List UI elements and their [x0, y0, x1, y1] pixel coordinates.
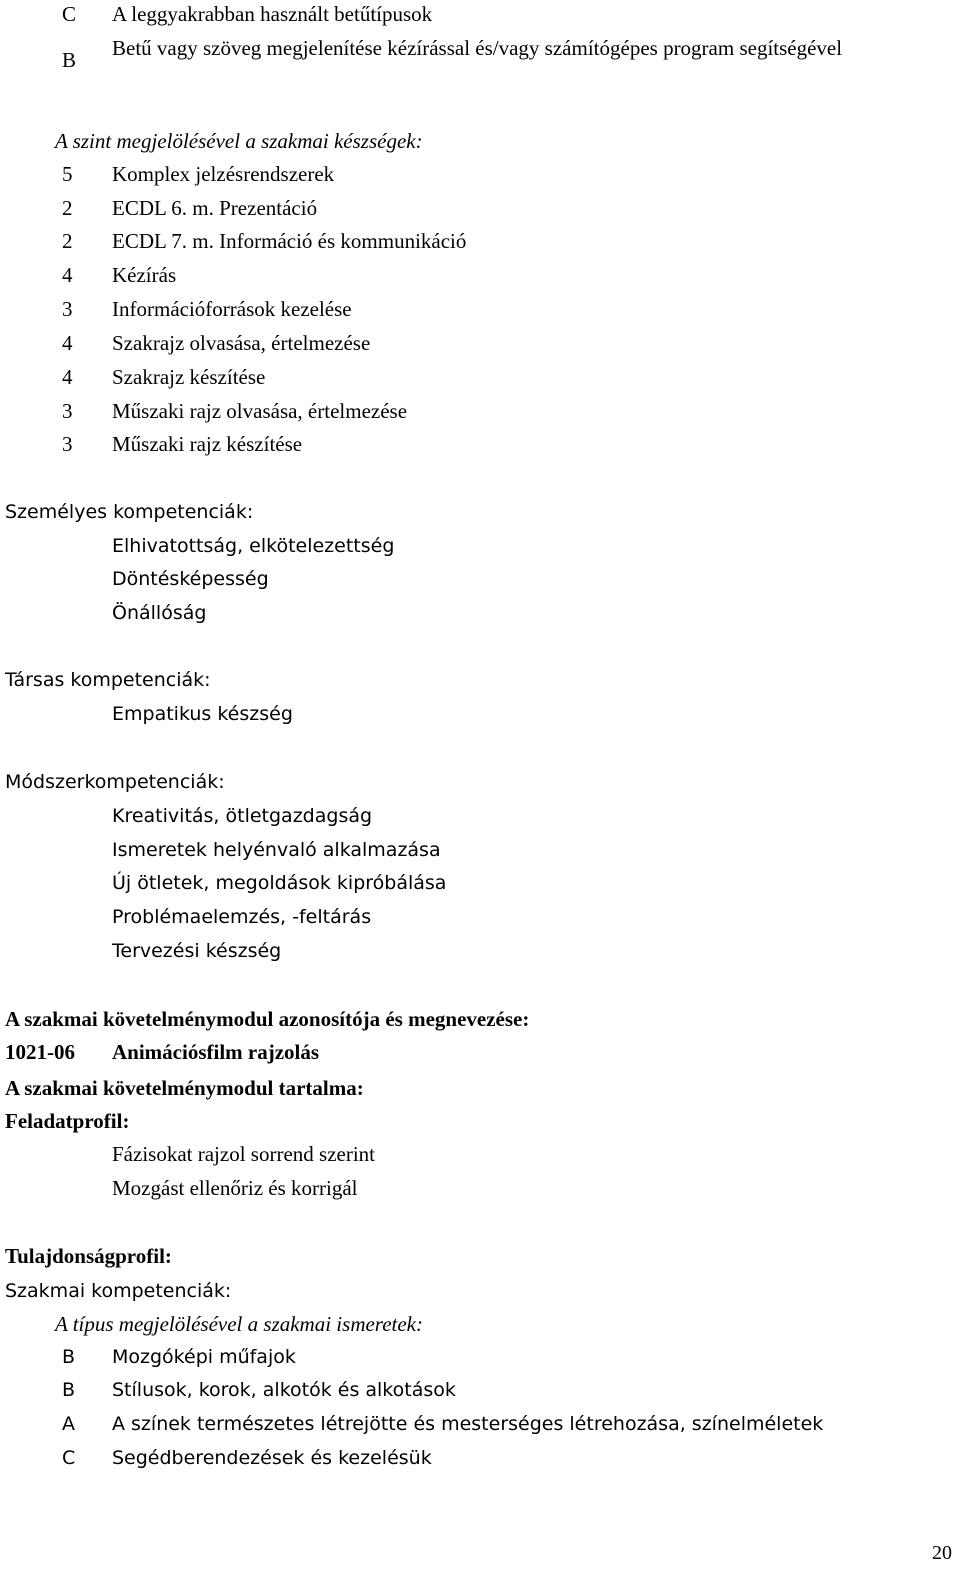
item-text: Műszaki rajz olvasása, értelmezése: [112, 399, 408, 423]
type-code: B: [62, 1379, 76, 1401]
property-profile-heading: Tulajdonságprofil:: [5, 1244, 172, 1268]
level: 2: [62, 229, 73, 253]
level: 5: [62, 162, 73, 186]
item-text: Információforrások kezelése: [112, 297, 352, 321]
item-text: Kreativitás, ötletgazdagság: [112, 805, 373, 827]
level: 3: [62, 297, 73, 321]
item-text: Empatikus készség: [112, 703, 293, 725]
level: 4: [62, 365, 73, 389]
item-text: Mozgóképi műfajok: [112, 1346, 296, 1368]
type-code: C: [62, 1447, 76, 1469]
module-name: Animációsfilm rajzolás: [112, 1040, 320, 1064]
level: 3: [62, 399, 73, 423]
level: 4: [62, 263, 73, 287]
professional-competences-heading: Szakmai kompetenciák:: [5, 1280, 232, 1302]
item-text: A színek természetes létrejötte és mesterséges létrehozása, színelméletek: [112, 1413, 824, 1435]
level: 3: [62, 432, 73, 456]
item-text: Döntésképesség: [112, 568, 269, 590]
type-code: A: [62, 1413, 75, 1435]
item-text: Segédberendezések és kezelésük: [112, 1447, 432, 1469]
personal-competences-heading: Személyes kompetenciák:: [5, 501, 254, 523]
item-text: A leggyakrabban használt betűtípusok: [112, 2, 433, 26]
item-text: Műszaki rajz készítése: [112, 432, 303, 456]
item-text: Önállóság: [112, 602, 207, 624]
item-text: Új ötletek, megoldások kipróbálása: [112, 872, 447, 894]
item-text: Kézírás: [112, 263, 177, 287]
module-id: 1021-06: [5, 1040, 75, 1064]
item-text: Betű vagy szöveg megjelenítése kézírással és/vagy számítógépes program segítségével: [112, 36, 843, 60]
module-id-heading: A szakmai követelménymodul azonosítója és megnevezése:: [5, 1007, 530, 1031]
item-text: Mozgást ellenőriz és korrigál: [112, 1176, 358, 1200]
item-text: Szakrajz olvasása, értelmezése: [112, 331, 371, 355]
skills-heading: A szint megjelölésével a szakmai készségek:: [55, 129, 423, 153]
item-text: Stílusok, korok, alkotók és alkotások: [112, 1379, 456, 1401]
item-text: Elhivatottság, elkötelezettség: [112, 535, 395, 557]
item-text: Szakrajz készítése: [112, 365, 266, 389]
type-code: B: [62, 48, 77, 72]
level: 2: [62, 196, 73, 220]
type-code: C: [62, 2, 77, 26]
method-competences-heading: Módszerkompetenciák:: [5, 771, 225, 793]
item-text: Tervezési készség: [112, 940, 282, 962]
item-text: ECDL 7. m. Információ és kommunikáció: [112, 229, 467, 253]
level: 4: [62, 331, 73, 355]
knowledge-heading: A típus megjelölésével a szakmai ismeretek:: [55, 1312, 423, 1336]
item-text: Problémaelemzés, -feltárás: [112, 906, 372, 928]
module-content-heading: A szakmai követelménymodul tartalma:: [5, 1076, 364, 1100]
item-text: Komplex jelzésrendszerek: [112, 162, 335, 186]
social-competences-heading: Társas kompetenciák:: [5, 669, 211, 691]
item-text: ECDL 6. m. Prezentáció: [112, 196, 318, 220]
task-profile-heading: Feladatprofil:: [5, 1109, 130, 1133]
item-text: Fázisokat rajzol sorrend szerint: [112, 1142, 375, 1166]
type-code: B: [62, 1346, 76, 1368]
item-text: Ismeretek helyénvaló alkalmazása: [112, 839, 441, 861]
page-number: 20: [932, 1542, 952, 1564]
